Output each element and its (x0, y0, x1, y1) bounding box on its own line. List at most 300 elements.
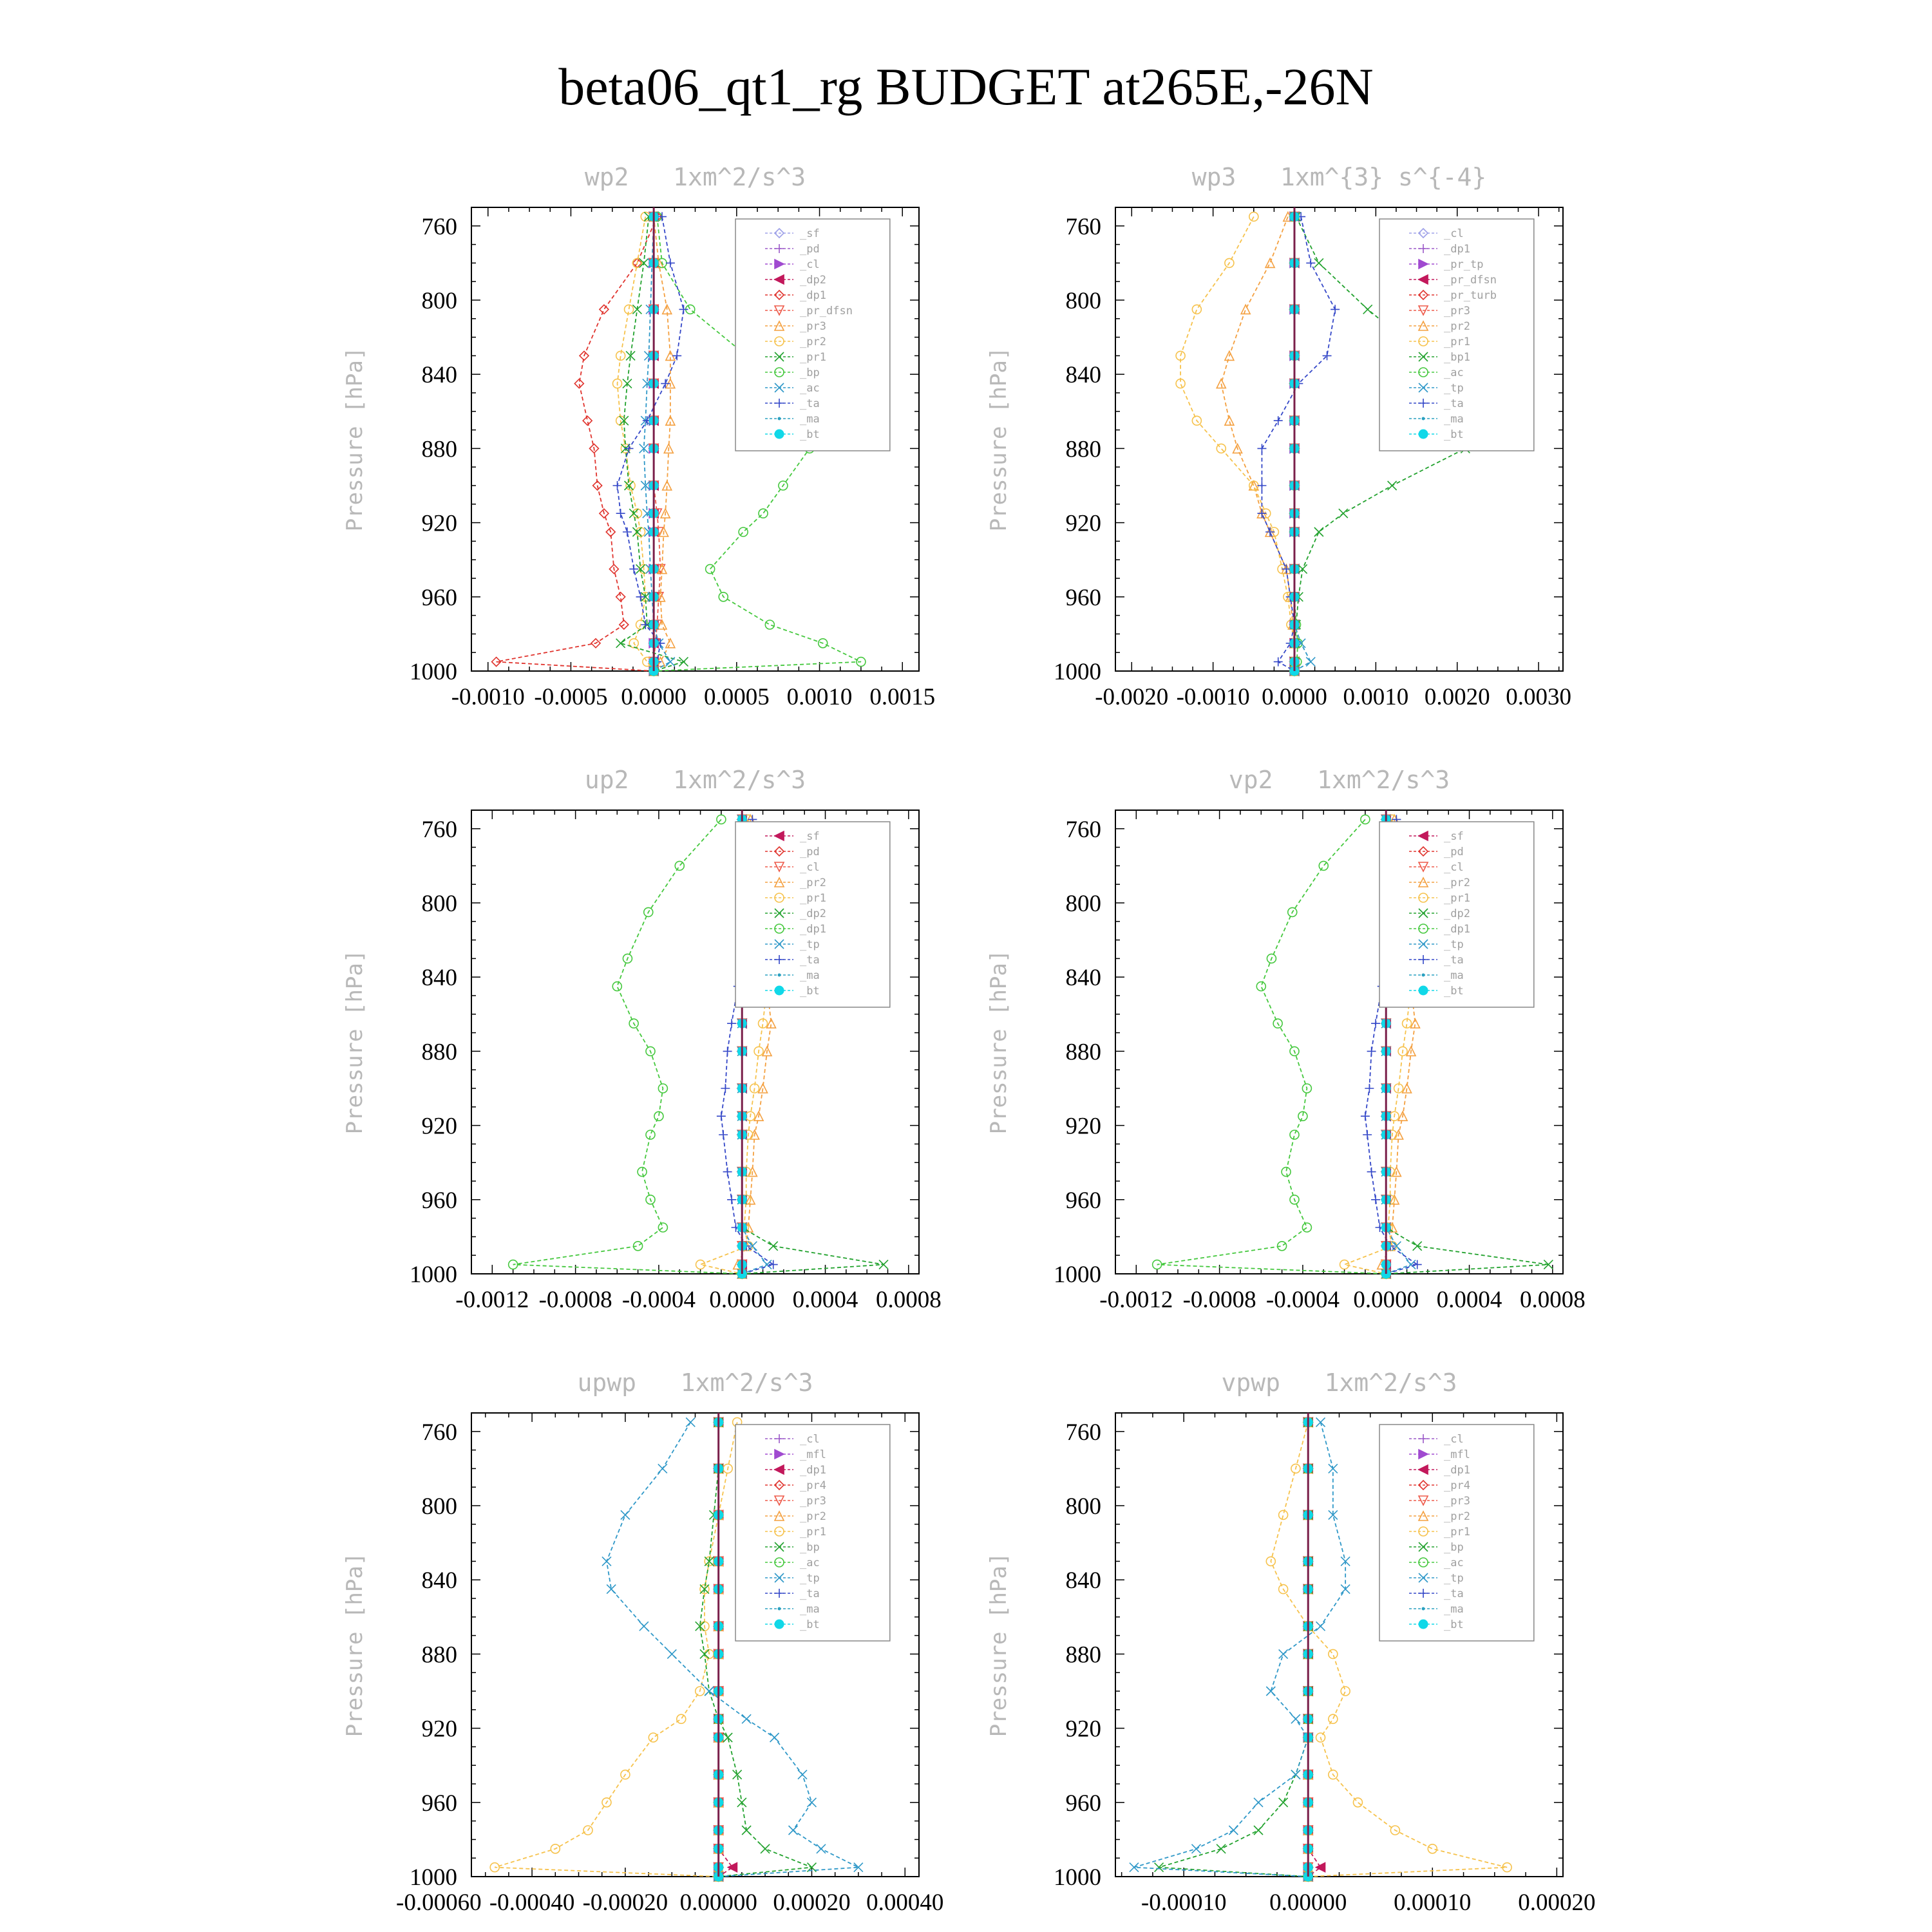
y-axis-label: Pressure [hPa] (986, 949, 1012, 1135)
y-tick-label: 960 (1065, 584, 1101, 611)
legend-label: _pr3 (1444, 305, 1471, 317)
legend-label: _cl (800, 861, 820, 874)
legend-label: _sf (800, 830, 820, 843)
series-line (513, 819, 743, 1274)
data-point (1341, 1687, 1350, 1696)
series-line (1221, 216, 1294, 671)
legend (1379, 219, 1534, 451)
legend-marker (775, 986, 784, 995)
data-point (613, 481, 622, 490)
data-point (770, 1733, 779, 1742)
legend-label: _pr4 (1444, 1479, 1471, 1492)
data-point (719, 1130, 728, 1139)
panel-title: wp3 1xm^{3} s^{-4} (1191, 163, 1487, 191)
y-tick-label: 880 (421, 436, 457, 463)
data-point (667, 1649, 676, 1658)
legend (735, 1425, 890, 1641)
y-tick-label: 840 (1065, 362, 1101, 389)
x-tick-label: 0.00000 (1269, 1889, 1347, 1916)
data-point (639, 1622, 649, 1631)
x-tick-label: 0.0015 (869, 684, 936, 710)
x-tick-label: -0.00020 (582, 1889, 668, 1916)
x-tick-label: 0.00020 (1518, 1889, 1596, 1916)
x-tick-label: -0.0008 (1182, 1287, 1256, 1313)
series-dp1 (509, 815, 747, 1278)
data-point (696, 1260, 705, 1269)
y-tick-label: 760 (421, 213, 457, 240)
series-tp (1130, 1417, 1350, 1881)
legend-label: _bp (800, 366, 820, 379)
legend (735, 822, 890, 1007)
data-point (1306, 658, 1315, 667)
y-tick-label: 800 (421, 891, 457, 917)
data-point (1363, 1130, 1372, 1139)
legend-marker (1419, 1620, 1428, 1629)
data-point (612, 982, 621, 991)
legend-label: _tp (1444, 938, 1464, 951)
y-axis-label: Pressure [hPa] (342, 949, 368, 1135)
data-point (1282, 1168, 1291, 1177)
legend-label: _pr4 (800, 1479, 827, 1492)
legend-label: _dp1 (800, 289, 827, 302)
figure-title: beta06_qt1_rg BUDGET at265E,-26N (558, 57, 1374, 116)
x-tick-label: -0.0020 (1095, 684, 1169, 710)
legend-marker (1419, 430, 1428, 439)
legend-label: _dp2 (1444, 907, 1471, 920)
y-tick-label: 960 (1065, 1790, 1101, 1817)
data-point (1265, 258, 1274, 267)
data-point (1274, 416, 1283, 425)
legend-label: _ma (800, 969, 820, 982)
panel-5 (342, 1368, 943, 1916)
y-tick-label: 920 (421, 1716, 457, 1743)
series-line (495, 1422, 737, 1877)
y-tick-label: 1000 (410, 659, 457, 685)
x-tick-label: -0.0004 (621, 1287, 696, 1313)
x-tick-label: -0.0008 (538, 1287, 612, 1313)
panel-title: vp2 1xm^2/s^3 (1228, 766, 1450, 794)
series-line (497, 216, 658, 671)
y-tick-label: 880 (421, 1642, 457, 1669)
legend-label: _pd (1444, 846, 1464, 858)
panel-title: up2 1xm^2/s^3 (584, 766, 806, 794)
legend-label: _mfl (1444, 1448, 1471, 1461)
panel-title: wp2 1xm^2/s^3 (584, 163, 806, 191)
data-point (679, 658, 688, 667)
legend-label: _ta (800, 954, 820, 967)
x-tick-label: 0.0000 (1262, 684, 1327, 710)
y-axis-label: Pressure [hPa] (986, 346, 1012, 532)
legend (1379, 822, 1534, 1007)
data-point (706, 565, 715, 574)
panel-3 (342, 766, 942, 1313)
y-tick-label: 880 (421, 1039, 457, 1066)
data-point (1365, 1084, 1374, 1093)
legend-label: _cl (800, 258, 820, 271)
data-point (616, 639, 625, 648)
legend-label: _cl (1444, 861, 1464, 874)
data-point (1279, 1798, 1288, 1807)
y-tick-label: 920 (1065, 1113, 1101, 1140)
series-pr2 (1217, 212, 1299, 676)
data-point (789, 1826, 798, 1835)
y-axis-label: Pressure [hPa] (342, 1552, 368, 1738)
legend-label: _ta (1444, 1587, 1464, 1600)
data-point (583, 416, 592, 425)
legend (1379, 1425, 1534, 1641)
panel-1 (342, 163, 935, 710)
x-tick-label: -0.00010 (1141, 1889, 1227, 1916)
y-tick-label: 880 (1065, 436, 1101, 463)
data-point (1371, 1195, 1380, 1204)
legend-label: _ac (1444, 366, 1464, 379)
y-axis-label: Pressure [hPa] (986, 1552, 1012, 1738)
data-point (666, 658, 675, 667)
legend-label: _pr2 (1444, 876, 1471, 889)
legend-label: _pr2 (800, 1510, 827, 1523)
legend-label: _pr1 (800, 1526, 827, 1539)
y-tick-label: 760 (1065, 1419, 1101, 1446)
x-tick-label: 0.0008 (1519, 1287, 1586, 1313)
legend-label: _mfl (800, 1448, 827, 1461)
data-point (721, 1084, 730, 1093)
data-point (1329, 1714, 1338, 1723)
x-tick-label: 0.0008 (875, 1287, 942, 1313)
x-tick-label: 0.00010 (1394, 1889, 1472, 1916)
x-tick-label: 0.0004 (792, 1287, 858, 1313)
data-point (1316, 1622, 1325, 1631)
legend-label: _tp (800, 938, 820, 951)
legend-label: _ac (800, 382, 820, 395)
data-point (1302, 1223, 1311, 1232)
data-point (1217, 1844, 1226, 1853)
y-tick-label: 1000 (410, 1262, 457, 1288)
legend-label: _ac (800, 1557, 820, 1569)
legend-label: _ma (800, 1603, 820, 1616)
panel-6 (986, 1368, 1595, 1916)
x-tick-label: 0.0030 (1506, 684, 1571, 710)
data-point (727, 1195, 736, 1204)
data-point (666, 639, 675, 648)
legend-label: _bp1 (1444, 351, 1471, 364)
data-point (723, 1733, 732, 1742)
legend-marker (778, 974, 781, 977)
data-point (1341, 1585, 1350, 1594)
data-point (658, 1464, 667, 1473)
panel-title: upwp 1xm^2/s^3 (577, 1368, 813, 1397)
y-tick-label: 960 (421, 1790, 457, 1817)
x-tick-label: -0.00040 (489, 1889, 575, 1916)
data-point (1291, 1770, 1300, 1779)
legend-label: _bt (1444, 985, 1464, 998)
legend-label: _tp (1444, 382, 1464, 395)
y-tick-label: 800 (421, 1493, 457, 1520)
series-dp1 (1153, 815, 1391, 1278)
legend (735, 219, 890, 451)
legend-label: _bt (1444, 428, 1464, 441)
data-point (1217, 379, 1226, 388)
legend-label: _bt (800, 985, 820, 998)
data-point (1279, 1510, 1288, 1519)
data-point (1257, 444, 1266, 453)
data-point (666, 258, 675, 267)
x-tick-label: 0.0000 (621, 684, 687, 710)
data-point (1306, 258, 1315, 267)
data-point (1256, 982, 1265, 991)
legend-label: _pr_dfsn (1444, 274, 1497, 287)
data-point (723, 1168, 732, 1177)
legend-label: _pr1 (800, 351, 827, 364)
x-tick-label: 0.0000 (1353, 1287, 1419, 1313)
data-point (1266, 1687, 1275, 1696)
legend-label: _pr1 (800, 892, 827, 905)
y-axis-label: Pressure [hPa] (342, 346, 368, 532)
y-tick-label: 920 (1065, 1716, 1101, 1743)
legend-label: _pr3 (800, 1495, 827, 1508)
legend-marker (778, 1607, 781, 1611)
data-point (1340, 1260, 1349, 1269)
legend-label: _cl (800, 1433, 820, 1446)
y-tick-label: 760 (421, 816, 457, 843)
y-tick-label: 800 (1065, 288, 1101, 314)
y-tick-label: 920 (421, 510, 457, 537)
data-point (728, 1863, 737, 1872)
x-tick-label: 0.0020 (1424, 684, 1490, 710)
data-point (616, 509, 625, 518)
data-point (807, 1798, 816, 1807)
data-point (1265, 527, 1274, 536)
legend-label: _pr1 (1444, 892, 1471, 905)
data-point (700, 1649, 709, 1658)
legend-marker (1422, 1607, 1425, 1611)
data-point (742, 1714, 751, 1723)
data-point (1274, 658, 1283, 667)
legend-label: _sf (1444, 830, 1464, 843)
legend-label: _pr3 (800, 320, 827, 333)
data-point (1225, 416, 1234, 425)
x-tick-label: 0.0005 (703, 684, 770, 710)
legend-marker (775, 430, 784, 439)
legend-label: _ma (1444, 969, 1464, 982)
data-point (686, 1417, 695, 1426)
y-tick-label: 920 (421, 1113, 457, 1140)
y-tick-label: 760 (1065, 816, 1101, 843)
data-point (1329, 1649, 1338, 1658)
legend-label: _dp1 (800, 923, 827, 936)
legend-label: _bt (1444, 1618, 1464, 1631)
legend-label: _pr_turb (1444, 289, 1497, 302)
y-tick-label: 1000 (1054, 1262, 1101, 1288)
data-point (817, 1844, 826, 1853)
data-point (717, 1112, 726, 1121)
x-tick-label: 0.00040 (866, 1889, 944, 1916)
data-point (602, 1557, 611, 1566)
legend-label: _ma (800, 413, 820, 426)
legend-marker (778, 417, 781, 421)
data-point (1291, 1714, 1300, 1723)
series-line (1157, 819, 1387, 1274)
data-point (879, 1260, 888, 1269)
data-point (765, 620, 774, 629)
data-point (623, 379, 632, 388)
y-tick-label: 840 (1065, 1567, 1101, 1595)
data-point (1316, 1863, 1325, 1872)
y-tick-label: 760 (1065, 213, 1101, 240)
data-point (1314, 527, 1323, 536)
data-point (625, 444, 634, 453)
legend-label: _ta (800, 397, 820, 410)
y-tick-label: 840 (1065, 965, 1101, 992)
data-point (1316, 1417, 1325, 1426)
data-point (677, 1714, 686, 1723)
data-point (1290, 1130, 1299, 1139)
data-point (1191, 1844, 1200, 1853)
legend-label: _ta (1444, 397, 1464, 410)
legend-marker (1422, 417, 1425, 421)
data-point (761, 1844, 770, 1853)
data-point (1428, 1844, 1437, 1853)
data-point (1254, 1826, 1263, 1835)
legend-label: _dp2 (800, 274, 827, 287)
data-point (1314, 258, 1323, 267)
data-point (759, 509, 768, 518)
data-point (723, 1046, 732, 1056)
legend-label: _ma (1444, 1603, 1464, 1616)
x-tick-label: -0.0012 (455, 1287, 529, 1313)
series-line (618, 216, 654, 671)
y-tick-label: 800 (421, 288, 457, 314)
data-point (1192, 305, 1201, 314)
legend-label: _tp (1444, 1572, 1464, 1585)
data-point (1241, 305, 1250, 314)
data-point (1339, 509, 1348, 518)
data-point (658, 1223, 667, 1232)
legend-label: _dp2 (800, 907, 827, 920)
data-point (639, 258, 649, 267)
data-point (638, 1168, 647, 1177)
data-point (737, 1798, 746, 1807)
legend-label: _dp1 (1444, 923, 1471, 936)
x-tick-label: 0.00000 (679, 1889, 757, 1916)
legend-label: _ta (1444, 954, 1464, 967)
legend-label: _bp (800, 1541, 820, 1554)
y-tick-label: 800 (1065, 891, 1101, 917)
y-tick-label: 1000 (1054, 1864, 1101, 1891)
legend-label: _cl (1444, 227, 1464, 240)
data-point (1279, 1649, 1288, 1658)
data-point (1361, 1112, 1370, 1121)
legend-label: _ma (1444, 413, 1464, 426)
data-point (1257, 481, 1266, 490)
legend-label: _pr2 (800, 876, 827, 889)
legend-label: _pr_dfsn (800, 305, 853, 317)
x-tick-label: -0.0010 (1176, 684, 1250, 710)
legend-label: _cl (1444, 1433, 1464, 1446)
legend-label: _sf (800, 227, 820, 240)
legend-label: _pd (800, 846, 820, 858)
legend-label: _tp (800, 1572, 820, 1585)
y-tick-label: 880 (1065, 1642, 1101, 1669)
legend-label: _bt (800, 1618, 820, 1631)
legend-label: _pr_tp (1444, 258, 1484, 271)
legend-marker (1419, 986, 1428, 995)
legend-label: _bt (800, 428, 820, 441)
panel-4 (986, 766, 1586, 1313)
legend-marker (775, 1620, 784, 1629)
data-point (636, 592, 645, 601)
data-point (1367, 1168, 1376, 1177)
legend-label: _ac (1444, 1557, 1464, 1569)
data-point (1331, 305, 1340, 314)
data-point (727, 1019, 736, 1028)
legend-label: _pr2 (1444, 320, 1471, 333)
data-point (1217, 444, 1226, 453)
y-tick-label: 840 (421, 1567, 457, 1595)
y-tick-label: 1000 (410, 1864, 457, 1891)
legend-label: _pr1 (1444, 336, 1471, 348)
data-point (1367, 1046, 1376, 1056)
data-point (1353, 1798, 1362, 1807)
data-point (661, 379, 670, 388)
data-point (649, 1733, 658, 1742)
data-point (739, 527, 748, 536)
data-point (646, 1130, 655, 1139)
data-point (621, 1510, 630, 1519)
data-point (798, 1770, 807, 1779)
data-point (1371, 1019, 1380, 1028)
y-tick-label: 840 (421, 965, 457, 992)
series-line (1159, 1422, 1309, 1877)
x-tick-label: -0.0004 (1265, 1287, 1340, 1313)
data-point (1254, 1798, 1263, 1807)
data-point (1319, 861, 1328, 870)
data-point (675, 861, 684, 870)
series-dp1 (492, 212, 662, 676)
y-tick-label: 960 (421, 1187, 457, 1214)
x-tick-label: -0.0010 (451, 684, 525, 710)
data-point (623, 527, 632, 536)
series-line (1134, 1422, 1345, 1877)
x-tick-label: 0.0010 (786, 684, 853, 710)
data-point (1329, 1464, 1338, 1473)
legend-label: _dp1 (1444, 1464, 1471, 1477)
legend-label: _pr2 (800, 336, 827, 348)
y-tick-label: 1000 (1054, 659, 1101, 685)
data-point (1229, 1826, 1238, 1835)
x-tick-label: -0.0005 (534, 684, 608, 710)
data-point (1363, 305, 1372, 314)
legend-label: _pr1 (1444, 1526, 1471, 1539)
x-tick-label: 0.0010 (1343, 684, 1409, 710)
y-tick-label: 840 (421, 362, 457, 389)
data-point (1257, 509, 1266, 518)
legend-marker (1422, 974, 1425, 977)
y-tick-label: 960 (1065, 1187, 1101, 1214)
data-point (1388, 481, 1397, 490)
legend-label: _pd (800, 243, 820, 256)
x-tick-label: 0.0000 (709, 1287, 775, 1313)
legend-label: _dp1 (1444, 243, 1471, 256)
data-point (600, 305, 609, 314)
legend-label: _dp1 (800, 1464, 827, 1477)
y-tick-label: 960 (421, 584, 457, 611)
legend-label: _pr2 (1444, 1510, 1471, 1523)
legend-label: _ta (800, 1587, 820, 1600)
y-tick-label: 800 (1065, 1493, 1101, 1520)
y-tick-label: 920 (1065, 510, 1101, 537)
x-tick-label: -0.0012 (1099, 1287, 1173, 1313)
x-tick-label: 0.00020 (773, 1889, 851, 1916)
